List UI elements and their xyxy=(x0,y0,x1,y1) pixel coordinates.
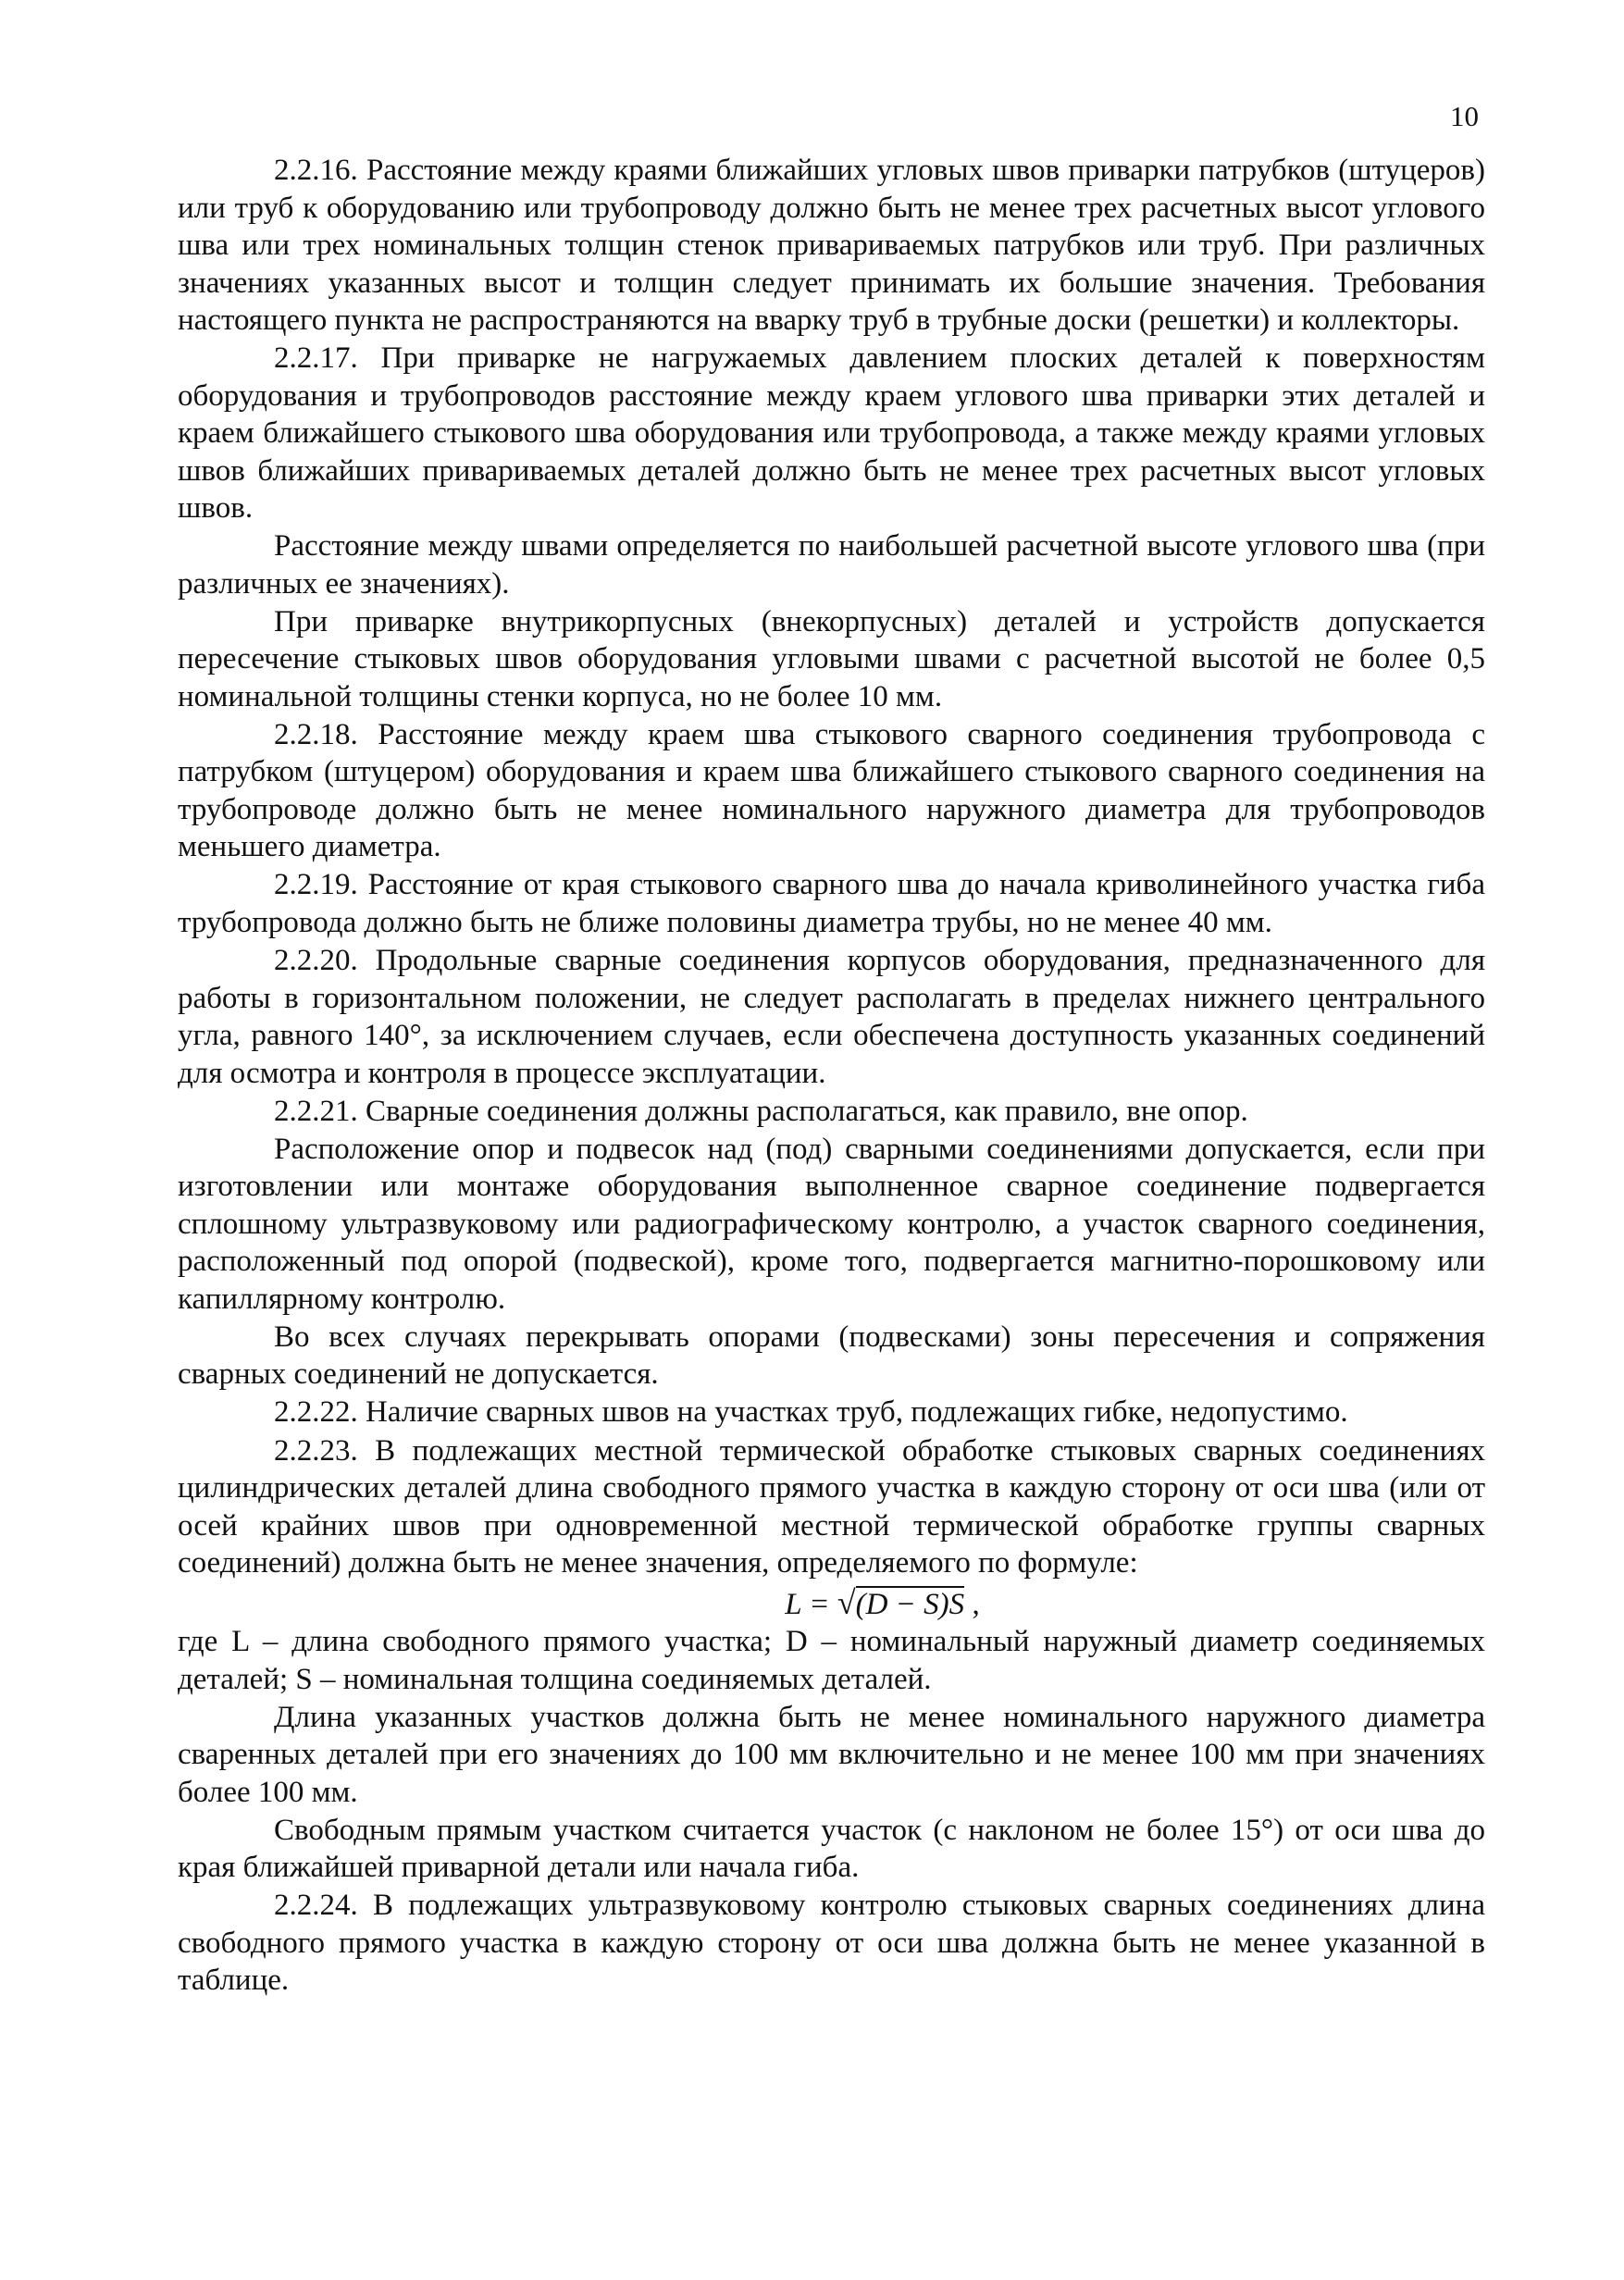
paragraph-2-2-21: 2.2.21. Сварные соединения должны располагаться, как правило, вне опор. xyxy=(274,1094,1248,1128)
formula-lhs: L = xyxy=(785,1588,837,1622)
paragraph-formula-legend: где L – длина свободного прямого участка; D – номинальный наружный диаметр соединяемых деталей; S – номинальная толщина соединяемых деталей. xyxy=(178,1625,1485,1696)
paragraph-supports: Расположение опор и подвесок над (под) сварными соединениями допускается, если при изготовлении или монтаже оборудования выполненное сварное соединение подвергается сплошному ультразвуковому или радиографическому контролю, а участок сварного соединения, расположенный под опорой (подвеской), кроме того, подвергается магнитно-порошковому или капиллярному контролю. xyxy=(178,1132,1485,1316)
length-formula xyxy=(178,1582,1485,1623)
paragraph-2-2-17: 2.2.17. При приварке не нагружаемых давлением плоских деталей к поверхностям оборудования и трубопроводов расстояние между краем углового шва приварки этих деталей и краем ближайшего стыкового шва оборудования или трубопровода, а также между краями угловых швов ближайших привариваемых деталей должно быть не менее трех расчетных высот угловых швов. xyxy=(178,341,1485,526)
formula-radicand: (D − S)S xyxy=(855,1588,965,1622)
paragraph-2-2-20: 2.2.20. Продольные сварные соединения корпусов оборудования, предназначенного для работы в горизонтальном положении, не следует располагать в пределах нижнего центрального угла, равного 140°, за исключением случаев, если обеспечена доступность указанных соединений для осмотра и контроля в процессе эксплуатации. xyxy=(178,944,1485,1090)
paragraph-internal-parts: При приварке внутрикорпусных (внекорпусных) деталей и устройств допускается пересечение стыковых швов оборудования угловыми швами с расчетной высотой не более 0,5 номинальной толщины стенки корпуса, но не более 10 мм. xyxy=(178,604,1485,713)
document-body xyxy=(178,152,1485,2001)
paragraph-2-2-19: 2.2.19. Расстояние от края стыкового сварного шва до начала криволинейного участка гиба трубопровода должно быть не ближе половины диаметра трубы, но не менее 40 мм. xyxy=(178,868,1485,939)
page-number: 10 xyxy=(1450,100,1479,132)
paragraph-2-2-16: 2.2.16. Расстояние между краями ближайших угловых швов приварки патрубков (штуцеров) или труб к оборудованию или трубопроводу должно быть не менее трех расчетных высот углового шва или трех номинальных толщин стенок привариваемых патрубков или труб. При различных значениях указанных высот и толщин следует принимать их большие значения. Требования настоящего пункта не распространяются на вварку труб в трубные доски (решетки) и коллекторы. xyxy=(178,154,1485,337)
formula-radical: √ xyxy=(837,1584,856,1622)
paragraph-2-2-22: 2.2.22. Наличие сварных швов на участках труб, подлежащих гибке, недопустимо. xyxy=(274,1395,1348,1430)
paragraph-2-2-24: 2.2.24. В подлежащих ультразвуковому контролю стыковых сварных соединениях длина свободного прямого участка в каждую сторону от оси шва должна быть не менее указанной в таблице. xyxy=(178,1889,1485,1998)
paragraph-overlap: Во всех случаях перекрывать опорами (подвесками) зоны пересечения и сопряжения сварных соединений не допускается. xyxy=(178,1320,1485,1392)
paragraph-distance-definition: Расстояние между швами определяется по наибольшей расчетной высоте углового шва (при различных ее значениях). xyxy=(178,529,1485,601)
formula-tail: , xyxy=(964,1588,980,1622)
paragraph-2-2-18: 2.2.18. Расстояние между краем шва стыкового сварного соединения трубопровода с патрубком (штуцером) оборудования и краем шва ближайшего стыкового сварного соединения на трубопроводе должно быть не менее номинального наружного диаметра для трубопроводов меньшего диаметра. xyxy=(178,717,1485,864)
paragraph-2-2-23: 2.2.23. В подлежащих местной термической обработке стыковых сварных соединениях цилиндрических деталей длина свободного прямого участка в каждую сторону от оси шва (или от осей крайних швов при одновременной местной термической обработке группы сварных соединений) должна быть не менее значения, определяемого по формуле: xyxy=(178,1433,1485,1580)
paragraph-free-section: Свободным прямым участком считается участок (с наклоном не более 15°) от оси шва до края ближайшей приварной детали или начала гиба. xyxy=(178,1813,1485,1885)
paragraph-section-lengths: Длина указанных участков должна быть не менее номинального наружного диаметра сваренных деталей при его значениях до 100 мм включительно и не менее 100 мм при значениях более 100 мм. xyxy=(178,1700,1485,1809)
